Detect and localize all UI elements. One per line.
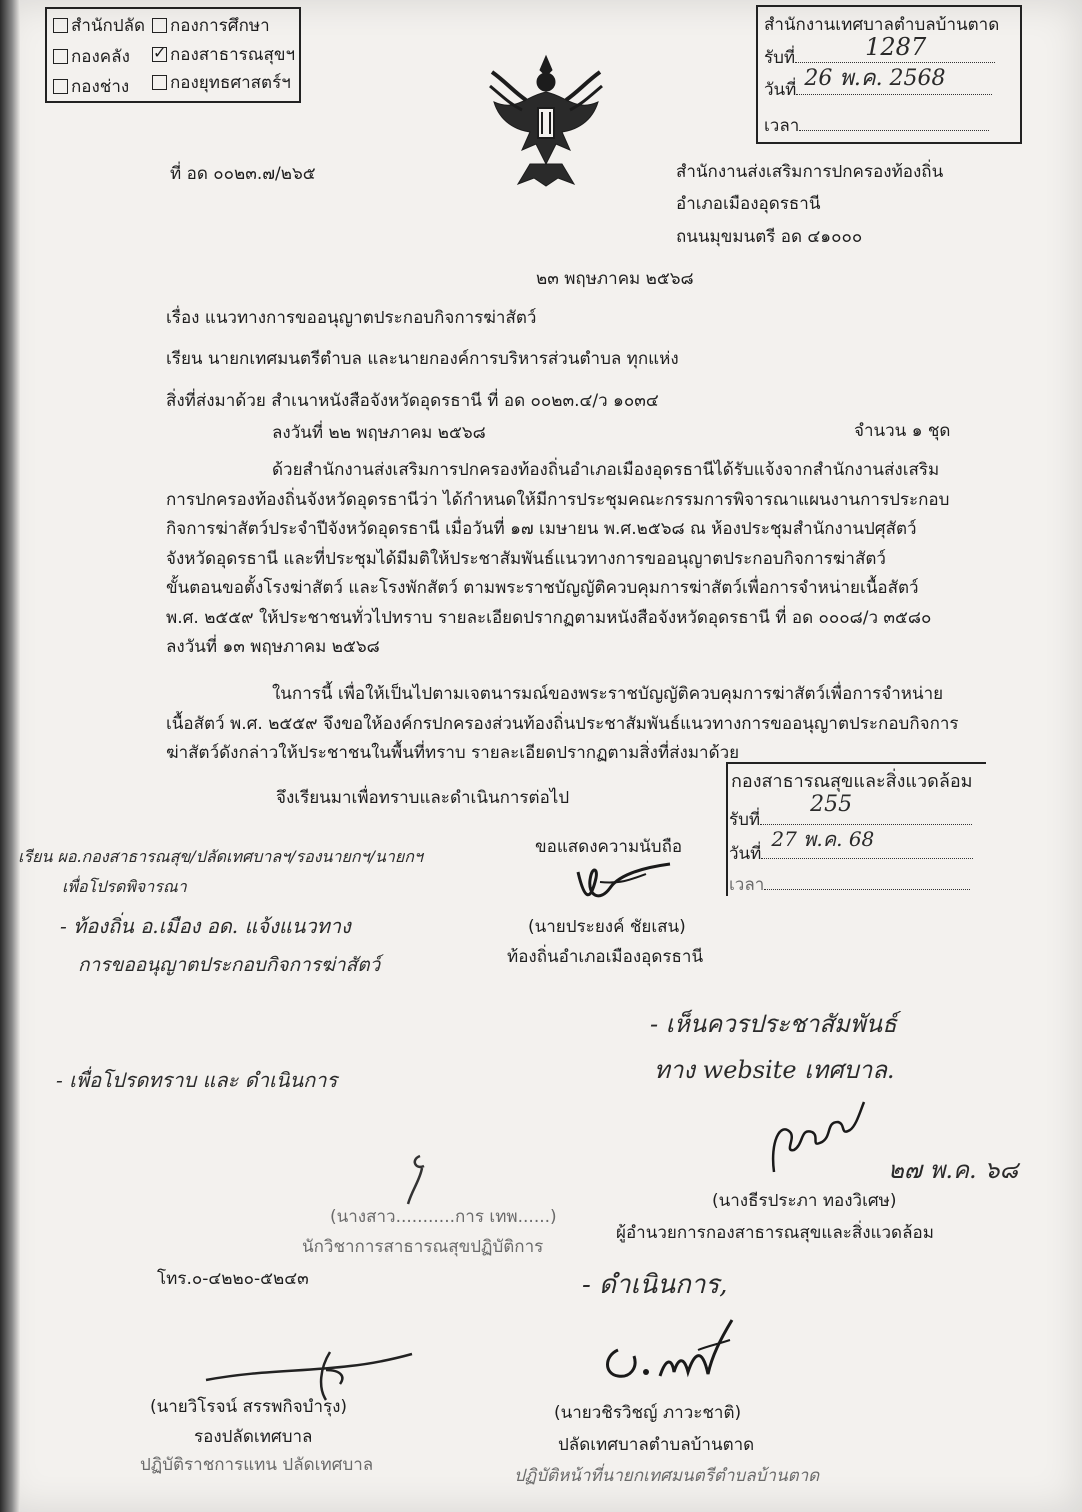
clerk-signature-icon xyxy=(598,1310,748,1400)
para1-line: จังหวัดอุดรธานี และที่ประชุมได้มีมติให้ประชาสัมพันธ์แนวทางการขออนุญาตประกอบกิจการฆ่าสัตว์ xyxy=(166,548,886,569)
note-ack: - ดำเนินการ, xyxy=(582,1270,728,1300)
note-right-1: - เห็นควรประชาสัมพันธ์ xyxy=(650,1010,897,1038)
letter-date: ๒๓ พฤษภาคม ๒๕๖๘ xyxy=(536,269,694,289)
dept-recv-row: รับที่ 255 xyxy=(729,808,972,831)
letter-closing: จึงเรียนมาเพื่อทราบและดำเนินการต่อไป xyxy=(276,788,570,808)
clerk-title-1: ปลัดเทศบาลตำบลบ้านตาด xyxy=(558,1435,755,1455)
garuda-emblem-icon xyxy=(486,52,606,190)
signer-name: (นายประยงค์ ชัยเสน) xyxy=(528,917,686,937)
clerk-title-2: ปฏิบัติหน้าที่นายกเทศมนตรีตำบลบ้านตาด xyxy=(514,1466,820,1486)
letter-enclosure: สิ่งที่ส่งมาด้วย สำเนาหนังสือจังหวัดอุดรธานี ที่ อด ๐๐๒๓.๔/ว ๑๐๓๔ xyxy=(166,391,659,411)
memo-purpose: เพื่อโปรดพิจารณา xyxy=(62,877,187,896)
sender-line-3: ถนนมุขมนตรี อด ๔๑๐๐๐ xyxy=(676,227,863,247)
clerk-name: (นายวชิรวิชญ์ ภาวะชาติ) xyxy=(554,1403,742,1423)
receipt-recv-no: 1287 xyxy=(865,33,927,61)
routing-item: กองการศึกษา xyxy=(152,15,270,37)
routing-item-checked: ✓ กองสาธารณสุขฯ xyxy=(152,44,295,66)
para2-line: เนื้อสัตว์ พ.ศ. ๒๕๕๙ จึงขอให้องค์กรปกครองส่วนท้องถิ่นประชาสัมพันธ์แนวทางการขออนุญาตประกอบกิจการ xyxy=(166,713,959,734)
sender-line-2: อำเภอเมืองอุดรธานี xyxy=(676,194,821,214)
routing-item: กองช่าง xyxy=(53,76,129,98)
officer-signature-icon xyxy=(390,1150,450,1210)
para2-line: ในการนี้ เพื่อให้เป็นไปตามเจตนารมณ์ของพระราชบัญญัติควบคุมการฆ่าสัตว์เพื่อการจำหน่าย xyxy=(272,684,944,704)
memo-addressee: เรียน ผอ.กองสาธารณสุข/ปลัดเทศบาลฯ/รองนายกฯ/นายกฯ xyxy=(18,847,423,866)
routing-item: สำนักปลัด xyxy=(53,15,145,37)
note-right-2: ทาง website เทศบาล. xyxy=(654,1056,895,1084)
letter-enclosure-qty: จำนวน ๑ ชุด xyxy=(854,421,951,441)
letter-ref-no: ที่ อด ๐๐๒๓.๗/๒๖๕ xyxy=(170,164,316,184)
body-paragraph-2 xyxy=(166,680,959,769)
letter-enclosure-date: ลงวันที่ ๒๒ พฤษภาคม ๒๕๖๘ xyxy=(272,423,486,443)
dept-recv-no: 255 xyxy=(810,792,853,817)
letter-regards: ขอแสดงความนับถือ xyxy=(535,837,683,857)
dept-date: 27 พ.ค. 68 xyxy=(771,827,875,851)
memo-line-2: การขออนุญาตประกอบกิจการฆ่าสัตว์ xyxy=(78,954,381,976)
dept-time-row: เวลา xyxy=(729,874,970,896)
letter-addressee: เรียน นายกเทศมนตรีตำบล และนายกองค์การบริหารส่วนตำบล ทุกแห่ง xyxy=(166,349,679,369)
para1-line: ขั้นตอนขอตั้งโรงฆ่าสัตว์ และโรงพักสัตว์ ตามพระราชบัญญัติควบคุมการฆ่าสัตว์เพื่อการจำหน่ายเนื้อสัตว์ xyxy=(166,578,919,598)
receipt-date-row: วันที่ 26 พ.ค. 2568 xyxy=(764,76,992,101)
director-title: ผู้อำนวยการกองสาธารณสุขและสิ่งแวดล้อม xyxy=(616,1223,934,1243)
signer-title: ท้องถิ่นอำเภอเมืองอุดรธานี xyxy=(507,947,704,967)
receipt-date: 26 พ.ค. 2568 xyxy=(804,66,946,91)
para1-line: การปกครองท้องถิ่นจังหวัดอุดรธานีว่า ได้กำหนดให้มีการประชุมคณะกรรมการพิจารณาแผนงานการประกอบ xyxy=(166,489,950,510)
memo-line-1: - ท้องถิ่น อ.เมือง อด. แจ้งแนวทาง xyxy=(60,914,351,938)
para1-line: ลงวันที่ ๑๓ พฤษภาคม ๒๕๖๘ xyxy=(166,637,380,657)
officer-title: นักวิชาการสาธารณสุขปฏิบัติการ xyxy=(302,1237,544,1257)
receipt-time-row: เวลา xyxy=(764,114,989,137)
memo-line-3: - เพื่อโปรดทราบ และ ดำเนินการ xyxy=(56,1068,338,1092)
deputy-title-2: ปฏิบัติราชการแทน ปลัดเทศบาล xyxy=(140,1455,374,1475)
director-signature-icon xyxy=(760,1092,870,1182)
deputy-title-1: รองปลัดเทศบาล xyxy=(194,1427,313,1447)
dept-stamp-org: กองสาธารณสุขและสิ่งแวดล้อม xyxy=(731,771,973,792)
officer-name: (นางสาว...........การ เทพ......) xyxy=(330,1207,557,1227)
routing-item: กองยุทธศาสตร์ฯ xyxy=(152,72,291,94)
dept-date-row: วันที่ 27 พ.ค. 68 xyxy=(729,842,973,865)
receipt-stamp-org: สำนักงานเทศบาลตำบลบ้านตาด xyxy=(764,15,1000,35)
body-paragraph-1 xyxy=(166,456,949,663)
para2-line: ฆ่าสัตว์ดังกล่าวให้ประชาชนในพื้นที่ทราบ รายละเอียดปรากฏตามสิ่งที่ส่งมาด้วย xyxy=(166,743,740,763)
receipt-recv-row: รับที่ 1287 xyxy=(764,44,995,69)
routing-item: กองคลัง xyxy=(53,46,130,68)
para1-line: ด้วยสำนักงานส่งเสริมการปกครองท้องถิ่นอำเภอเมืองอุดรธานีได้รับแจ้งจากสำนักงานส่งเสริม xyxy=(272,460,940,480)
letter-phone: โทร.๐-๔๒๒๐-๕๒๔๓ xyxy=(157,1269,309,1289)
para1-line: พ.ศ. ๒๕๕๙ ให้ประชาชนทั่วไปทราบ รายละเอียดปรากฏตามหนังสือจังหวัดอุดรธานี ที่ อด ๐๐๐๘/ว ๓๕๘๐ xyxy=(166,607,932,628)
letter-subject: เรื่อง แนวทางการขออนุญาตประกอบกิจการฆ่าสัตว์ xyxy=(166,308,537,328)
sender-line-1: สำนักงานส่งเสริมการปกครองท้องถิ่น xyxy=(676,162,944,182)
para1-line: กิจการฆ่าสัตว์ประจำปีจังหวัดอุดรธานี เมื่อวันที่ ๑๗ เมษายน พ.ศ.๒๕๖๘ ณ ห้องประชุมสำนักงานปศุสัตว์ xyxy=(166,519,917,539)
signer-signature-icon xyxy=(570,858,680,918)
page-edge-shadow xyxy=(0,0,20,1512)
note-date: ๒๗ พ.ค. ๖๘ xyxy=(888,1156,1019,1184)
director-name: (นางธีรประภา ทองวิเศษ) xyxy=(712,1191,897,1211)
deputy-name: (นายวิโรจน์ สรรพกิจบำรุง) xyxy=(150,1397,348,1417)
